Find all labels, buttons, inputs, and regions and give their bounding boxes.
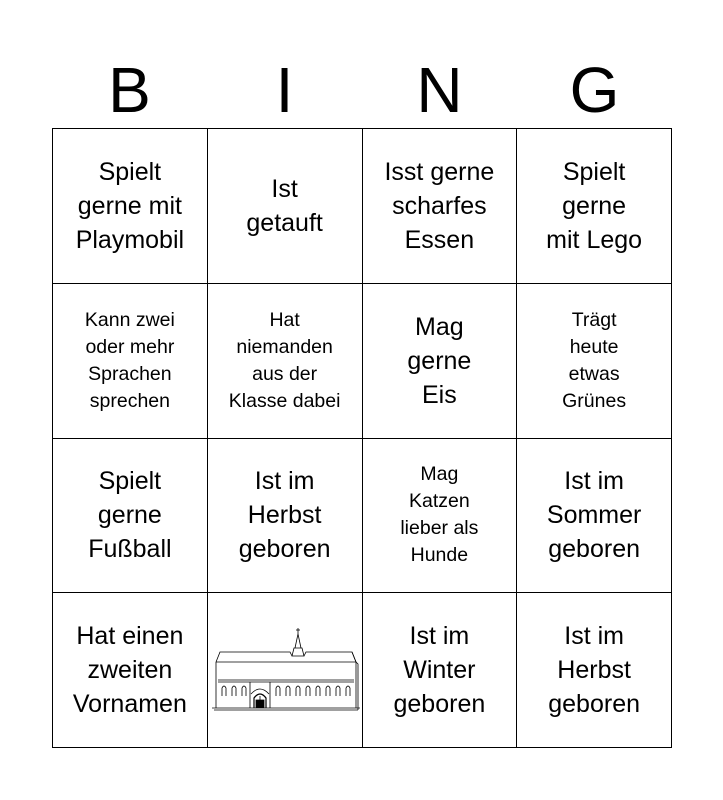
cell-label: Spielt gerne mit Playmobil: [75, 157, 185, 254]
bingo-cell-13[interactable]: [53, 593, 208, 748]
bingo-cell-8[interactable]: [517, 284, 672, 439]
cell-label: Trägt heute etwas Grünes: [562, 308, 627, 412]
bingo-cell-7[interactable]: [363, 284, 518, 439]
bingo-cell-12[interactable]: [517, 439, 672, 594]
bingo-grid: [52, 128, 672, 748]
bingo-cell-1[interactable]: [53, 129, 208, 284]
bingo-header: [52, 52, 672, 128]
header-letter-b: B: [108, 54, 151, 126]
bingo-cell-6[interactable]: [208, 284, 363, 439]
cell-label: Ist im Herbst geboren: [548, 622, 640, 719]
cell-label: Hat niemanden aus der Klasse dabei: [228, 308, 341, 412]
cell-label: Kann zwei oder mehr Sprachen sprechen: [84, 308, 175, 412]
cell-label: Hat einen zweiten Vornamen: [72, 622, 187, 719]
bingo-cell-3[interactable]: [363, 129, 518, 284]
bingo-cell-5[interactable]: [53, 284, 208, 439]
bingo-cell-11[interactable]: [363, 439, 518, 594]
cell-label: Isst gerne scharfes Essen: [384, 157, 495, 254]
cell-label: Mag gerne Eis: [407, 312, 472, 409]
bingo-cell-4[interactable]: [517, 129, 672, 284]
cell-label: Ist im Herbst geboren: [238, 467, 331, 564]
bingo-cell-16[interactable]: [517, 593, 672, 748]
cell-label: Ist getauft: [246, 174, 323, 237]
header-letter-n: N: [416, 54, 463, 126]
header-letter-g: G: [569, 54, 620, 126]
bingo-cell-free[interactable]: [208, 593, 363, 748]
cell-label: Ist im Sommer geboren: [546, 467, 642, 564]
header-letter-i: I: [275, 54, 294, 126]
bingo-cell-15[interactable]: [363, 593, 518, 748]
cell-label: Spielt gerne mit Lego: [546, 157, 643, 254]
cell-label: Spielt gerne Fußball: [88, 467, 172, 564]
church-icon: [210, 620, 360, 720]
cell-label: Ist im Winter geboren: [393, 622, 486, 719]
bingo-cell-9[interactable]: [53, 439, 208, 594]
bingo-cell-10[interactable]: [208, 439, 363, 594]
cell-label: Mag Katzen lieber als Hunde: [400, 463, 479, 567]
bingo-cell-2[interactable]: [208, 129, 363, 284]
